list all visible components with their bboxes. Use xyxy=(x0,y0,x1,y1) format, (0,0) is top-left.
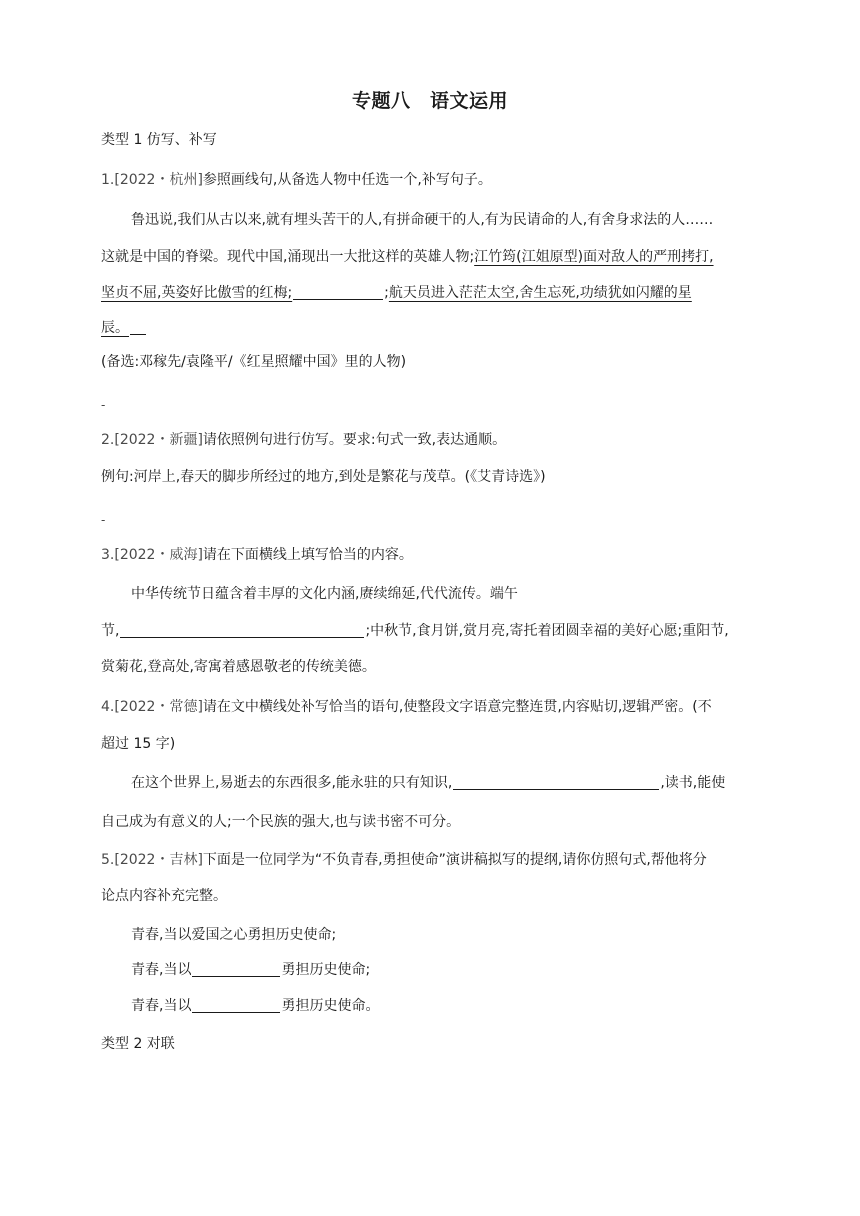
question-1-paragraph-line1: 鲁迅说,我们从古以来,就有埋头苦干的人,有拼命硬干的人,有为民请命的人,有舍身求法的人…… xyxy=(131,212,714,228)
question-1-paragraph-line4 xyxy=(101,318,147,338)
question-1-note: (备选:邓稼先/袁隆平/《红星照耀中国》里的人物) xyxy=(101,354,407,370)
underlined-sentence-2-end: 辰。 xyxy=(101,320,129,336)
question-5-outline-1: 青春,当以爱国之心勇担历史使命; xyxy=(131,927,337,943)
paragraph-text: ;中秋节,食月饼,赏月亮,寄托着团圆幸福的美好心愿;重阳节, xyxy=(365,623,729,639)
question-4-text: 请在文中横线处补写恰当的语句,使整段文字语意完整连贯,内容贴切,逻辑严密。(不 xyxy=(202,699,712,715)
page-title: 专题八 语文运用 xyxy=(351,90,508,112)
outline-text: 勇担历史使命。 xyxy=(281,998,380,1014)
question-4-paragraph-line2: 自己成为有意义的人;一个民族的强大,也与读书密不可分。 xyxy=(101,814,461,830)
question-1-stem xyxy=(101,170,492,190)
question-1-paragraph-line2 xyxy=(101,247,714,267)
outline-text: 青春,当以 xyxy=(131,962,192,978)
paragraph-text: ,读书,能使 xyxy=(660,775,726,791)
answer-blank[interactable] xyxy=(120,622,364,638)
answer-blank[interactable] xyxy=(293,284,383,300)
question-5-outline-2 xyxy=(131,960,370,980)
answer-blank[interactable] xyxy=(453,774,659,790)
question-5-source: 5.[2022・吉林] xyxy=(101,852,203,868)
question-3-text: 请在下面横线上填写恰当的内容。 xyxy=(202,547,413,563)
section-heading-type2: 类型 2 对联 xyxy=(101,1036,175,1052)
outline-text: 青春,当以 xyxy=(131,998,192,1014)
underlined-sentence-2: 航天员进入茫茫太空,舍生忘死,功绩犹如闪耀的星 xyxy=(388,285,692,301)
question-5-stem-line2: 论点内容补充完整。 xyxy=(101,888,227,904)
question-2-source: 2.[2022・新疆] xyxy=(101,432,203,448)
question-5-text: 下面是一位同学为“不负青春,勇担使命”演讲稿拟写的提纲,请你仿照句式,帮他将分 xyxy=(202,852,707,868)
question-3-paragraph-line1: 中华传统节日蕴含着丰厚的文化内涵,赓续绵延,代代流传。端午 xyxy=(131,586,518,602)
question-2-example: 例句:河岸上,春天的脚步所经过的地方,到处是繁花与茂草。(《艾青诗选》) xyxy=(101,469,546,485)
semicolon: ; xyxy=(384,285,389,301)
question-1-source: 1.[2022・杭州] xyxy=(101,172,203,188)
outline-text: 勇担历史使命; xyxy=(281,962,371,978)
paragraph-text: 在这个世界上,易逝去的东西很多,能永驻的只有知识, xyxy=(131,775,453,791)
underlined-sentence: 江竹筠(江姐原型)面对敌人的严刑拷打, xyxy=(474,249,714,265)
question-1-paragraph-line3 xyxy=(101,283,692,303)
question-4-paragraph-line1 xyxy=(131,773,725,793)
underlined-sentence-cont: 坚贞不屈,英姿好比傲雪的红梅; xyxy=(101,285,293,301)
answer-blank[interactable] xyxy=(192,961,280,977)
answer-blank-end[interactable] xyxy=(130,319,146,335)
question-3-source: 3.[2022・威海] xyxy=(101,547,203,563)
question-3-paragraph-line2 xyxy=(101,621,729,641)
question-2-stem xyxy=(101,430,506,450)
question-1-text: 参照画线句,从备选人物中任选一个,补写句子。 xyxy=(202,172,492,188)
question-4-stem xyxy=(101,697,712,717)
answer-blank[interactable] xyxy=(192,997,280,1013)
paragraph-text: 节, xyxy=(101,623,120,639)
question-5-stem xyxy=(101,850,707,870)
section-heading-type1: 类型 1 仿写、补写 xyxy=(101,132,217,148)
answer-marker: - xyxy=(101,513,106,527)
answer-marker: - xyxy=(101,398,106,412)
question-2-text: 请依照例句进行仿写。要求:句式一致,表达通顺。 xyxy=(202,432,507,448)
question-4-source: 4.[2022・常德] xyxy=(101,699,203,715)
question-5-outline-3 xyxy=(131,996,379,1016)
question-3-paragraph-line3: 赏菊花,登高处,寄寓着感恩敬老的传统美德。 xyxy=(101,659,376,675)
paragraph-text: 这就是中国的脊梁。现代中国,涌现出一大批这样的英雄人物; xyxy=(101,249,475,265)
question-4-stem-line2: 超过 15 字) xyxy=(101,736,176,752)
question-3-stem xyxy=(101,545,413,565)
